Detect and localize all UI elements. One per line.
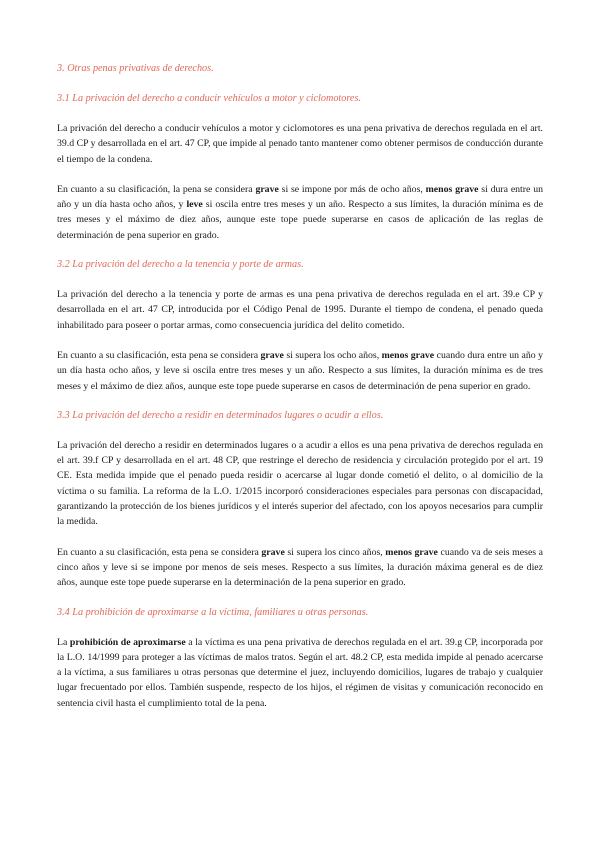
section-3-1-paragraph-1: La privación del derecho a conducir vehículos a motor y ciclomotores es una pena privativa de derechos regulada en el art. 39.d CP y desarrollada en el art. 47 CP, que impide al penado tanto mantener como obtener permisos de conducción durante el tiempo de la condena. — [57, 123, 543, 165]
document-page — [57, 62, 543, 711]
section-heading-3-2: 3.2 La privación del derecho a la tenencia y porte de armas. — [57, 259, 304, 271]
bold-term: menos grave — [425, 183, 479, 195]
bold-term: grave — [261, 546, 285, 558]
document-title: 3. Otras penas privativas de derechos. — [57, 63, 214, 74]
bold-term: grave — [260, 349, 284, 361]
section-heading-3-4: 3.4 La prohibición de aproximarse a la víctima, familiares u otras personas. — [57, 606, 369, 618]
section-heading-3-3: 3.3 La privación del derecho a residir en determinados lugares o acudir a ellos. — [57, 409, 384, 421]
section-3-3-paragraph-2: En cuanto a su clasificación, esta pena se considera grave si supera los cinco años, menos grave cuando va de seis meses a cinco años y leve si se impone por menos de seis meses. Respecto a sus límites, la duración máxima general es de diez años, aunque este tope puede superarse en la determinación de la pena superior en grado. — [57, 546, 544, 589]
bold-term: prohibición de aproximarse — [69, 636, 186, 648]
section-3-2-paragraph-2: En cuanto a su clasificación, esta pena se considera grave si supera los ocho años, menos grave cuando dura entre un año y un día hasta ocho años, y leve si oscila entre tres meses y un año. Respecto a sus límites, la duración mínima es de tres meses y el máximo de diez años, aunque este tope puede superarse en casos de determinación de pena superior en grado. — [57, 349, 543, 392]
section-3-1-paragraph-2: En cuanto a su clasificación, la pena se considera grave si se impone por más de ocho años, menos grave si dura entre un año y un día hasta ocho años, y leve si oscila entre tres meses y un año. Respecto a sus límites, la duración mínima es de tres meses y el máximo de diez años, aunque este tope puede superarse en casos de aplicación de las reglas de determinación de pena superior en grado. — [57, 183, 543, 241]
bold-term: menos grave — [381, 349, 435, 361]
bold-term: leve — [186, 199, 203, 211]
bold-term: menos grave — [385, 546, 438, 558]
section-3-3-paragraph-1: La privación del derecho a residir en determinados lugares o a acudir a ellos es una pena privativa de derechos regulada en el art. 39.f CP y desarrollada en el art. 48 CP, que restringe el derecho de residencia y circulación protegido por el art. 19 CE. Esta medida impide que el penado pueda residir o acercarse al lugar donde cometió el delito, o al domicilio de la víctima o su familia. La reforma de la L.O. 1/2015 incorporó consideraciones especiales para personas con discapacidad, garantizando la protección de los bienes jurídicos y el interés superior del afectado, con los apoyos necesarios para cumplir la medida. — [57, 439, 543, 528]
section-3-2-paragraph-1: La privación del derecho a la tenencia y porte de armas es una pena privativa de derechos regulada en el art. 39.e CP y desarrollada en el art. 47 CP, introducida por el Código Penal de 1995. Durante el tiempo de condena, el penado queda inhabilitado para poseer o portar armas, como consecuencia jurídica del delito cometido. — [57, 289, 543, 331]
bold-term: grave — [255, 183, 279, 195]
section-3-4-paragraph-1: La prohibición de aproximarse a la víctima es una pena privativa de derechos regulada en el art. 39.g CP, incorporada por la L.O. 14/1999 para proteger a las víctimas de malos tratos. Según el art. 48.2 CP, esta medida impide al penado acercarse a la víctima, a sus familiares u otras personas que determine el juez, incluyendo domicilios, lugares de trabajo y cualquier lugar frecuentado por ellos. También suspende, respecto de los hijos, el régimen de visitas y comunicación reconocido en sentencia civil hasta el cumplimiento total de la pena. — [57, 636, 543, 709]
section-heading-3-1: 3.1 La privación del derecho a conducir vehículos a motor y ciclomotores. — [57, 93, 361, 104]
